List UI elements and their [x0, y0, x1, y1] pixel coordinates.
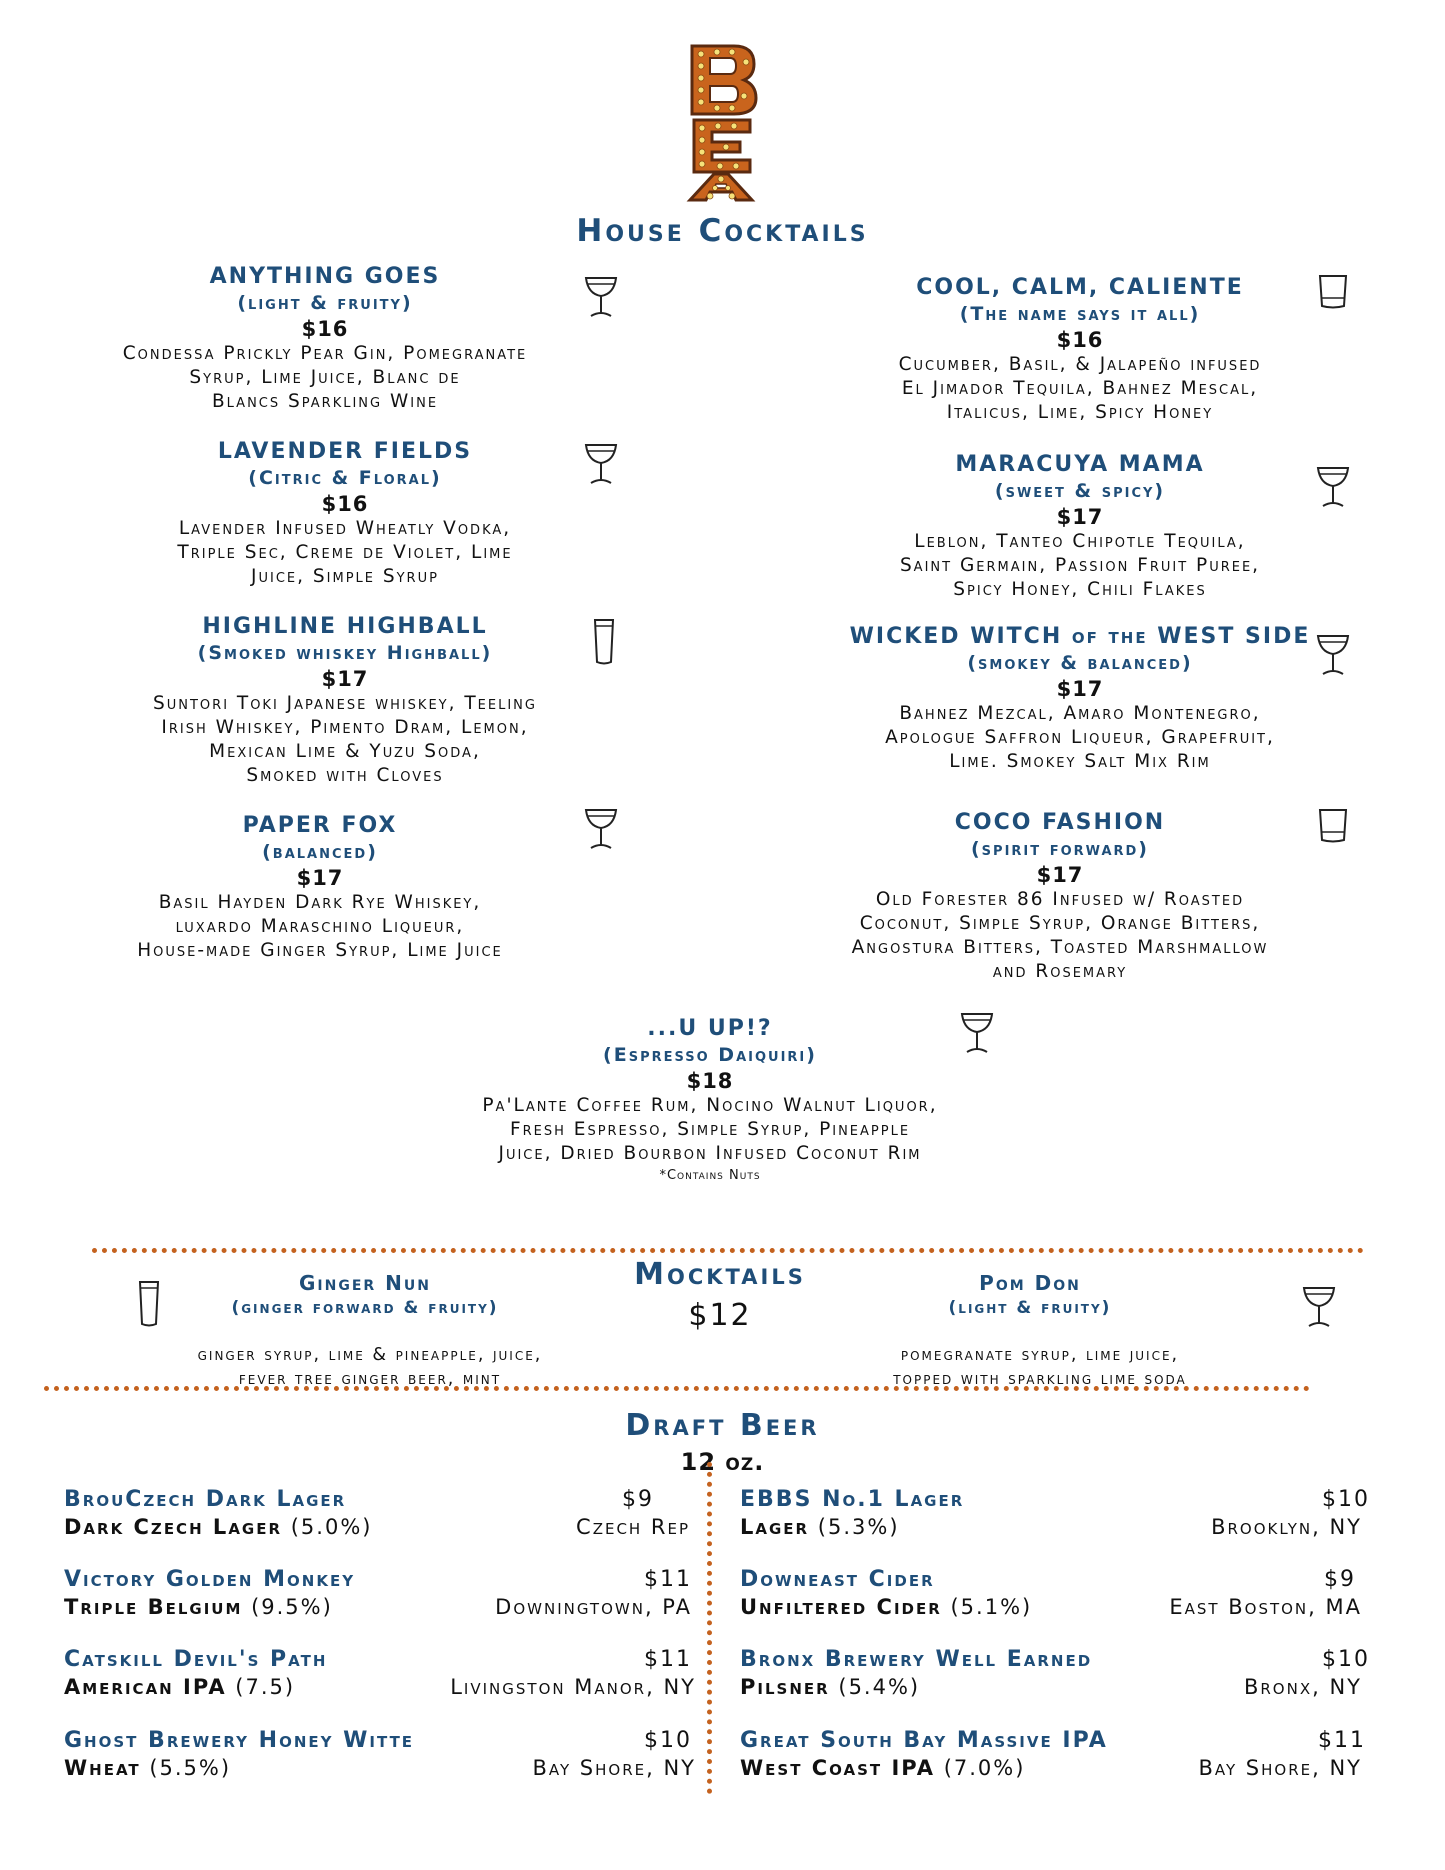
cocktail-desc-line: House-made Ginger Syrup, Lime Juice	[137, 940, 503, 961]
cocktail-desc-line: Lavender Infused Wheatly Vodka,	[178, 518, 512, 539]
beer-price: $9	[622, 1487, 654, 1512]
cocktail-style: (sweet & spicy)	[994, 480, 1166, 502]
cocktail-coco-fashion	[790, 810, 1330, 984]
cocktail-style: (balanced)	[262, 841, 378, 863]
cocktail-price: $17	[1056, 677, 1104, 701]
coupe-glass-icon	[1302, 1286, 1336, 1328]
cocktail-desc-line: Smoked with Cloves	[246, 765, 444, 786]
cocktail-cool-calm-caliente	[800, 275, 1360, 425]
beer-name: Victory Golden Monkey	[64, 1567, 356, 1592]
beer-name: EBBS No.1 Lager	[740, 1487, 965, 1512]
mocktail-desc	[110, 1343, 630, 1391]
cocktail-price: $18	[686, 1069, 734, 1093]
cocktail-price: $16	[1056, 328, 1104, 352]
cocktail-desc-line: Juice, Simple Syrup	[251, 566, 439, 587]
beer-origin: Downingtown, PA	[495, 1595, 692, 1619]
coupe-glass-icon	[584, 443, 618, 485]
beer-abv: (5.0%)	[290, 1515, 373, 1539]
cocktail-price: $17	[321, 667, 369, 691]
beer-price: $10	[1322, 1487, 1370, 1512]
cocktail-desc-line: Cucumber, Basil, & Jalapeño infused	[898, 354, 1262, 375]
cocktail-desc-line: Mexican Lime & Yuzu Soda,	[209, 741, 481, 762]
mocktail-desc-line: fever tree ginger beer, mint	[238, 1369, 502, 1389]
cocktail-name: MARACUYA MAMA	[955, 452, 1205, 477]
rocks-glass-icon	[1318, 808, 1348, 844]
cocktail-style: (Citric & Floral)	[248, 467, 442, 489]
cocktail-lavender-fields	[60, 439, 630, 589]
cocktail-name: LAVENDER FIELDS	[217, 439, 473, 464]
cocktail-name: COCO FASHION	[954, 810, 1166, 835]
cocktail-desc-line: Condessa Prickly Pear Gin, Pomegranate	[122, 343, 528, 364]
cocktail-desc-line: Pa'Lante Coffee Rum, Nocino Walnut Liquor,	[482, 1095, 938, 1116]
beer-name: Bronx Brewery Well Earned	[740, 1647, 1093, 1672]
beer-name: BrouCzech Dark Lager	[64, 1487, 347, 1512]
beer-origin: Brooklyn, NY	[1211, 1515, 1362, 1539]
mocktails-title: Mocktails	[634, 1257, 806, 1292]
cocktail-desc-line: Old Forester 86 Infused w/ Roasted	[875, 889, 1245, 910]
cocktail-desc-line: Italicus, Lime, Spicy Honey	[946, 402, 1214, 423]
cocktail-desc-line: luxardo Maraschino Liqueur,	[175, 916, 465, 937]
beer-abv: (9.5%)	[251, 1595, 333, 1619]
coupe-glass-icon	[584, 276, 618, 318]
cocktail-highline-highball	[60, 614, 630, 788]
beer-name: Great South Bay Massive IPA	[740, 1728, 1108, 1753]
mocktail-style: (ginger forward & fruity)	[231, 1298, 499, 1318]
beer-style-name: Wheat	[64, 1756, 141, 1780]
cocktail-style: (spirit forward)	[971, 838, 1149, 860]
bea-logo	[670, 42, 770, 202]
cocktail-price: $17	[296, 866, 344, 890]
cocktail-price: $17	[1056, 505, 1104, 529]
coupe-glass-icon	[1316, 466, 1350, 508]
cocktail-price: $16	[321, 492, 369, 516]
cocktail-wicked-witch	[800, 624, 1360, 774]
draft-beer-size: 12 oz.	[680, 1448, 765, 1476]
beer-column-divider	[707, 1462, 712, 1794]
mocktail-desc	[800, 1343, 1280, 1391]
cocktail-price: $17	[1036, 863, 1084, 887]
beer-style-name: West Coast IPA	[740, 1756, 936, 1780]
beer-style-name: Pilsner	[740, 1675, 830, 1699]
cocktail-price: $16	[301, 317, 349, 341]
cocktail-desc-line: Lime. Smokey Salt Mix Rim	[949, 751, 1211, 772]
mocktail-pom-don	[900, 1270, 1160, 1320]
cocktail-u-up	[430, 1016, 990, 1186]
beer-item	[740, 1646, 1370, 1702]
beer-abv: (7.0%)	[943, 1756, 1026, 1780]
mocktail-name: Pom Don	[979, 1271, 1081, 1295]
beer-style	[64, 1513, 372, 1541]
cocktail-name: WICKED WITCH of the WEST SIDE	[849, 624, 1311, 649]
beer-origin: Bay Shore, NY	[532, 1756, 696, 1780]
beer-name: Ghost Brewery Honey Witte	[64, 1728, 415, 1753]
coupe-glass-icon	[1316, 634, 1350, 676]
beer-item	[64, 1646, 696, 1702]
mocktail-ginger-nun	[190, 1270, 540, 1320]
cocktail-desc-line: El Jimador Tequila, Bahnez Mescal,	[901, 378, 1259, 399]
beer-origin: Bay Shore, NY	[1198, 1756, 1362, 1780]
cocktail-desc-line: Blancs Sparkling Wine	[211, 391, 439, 412]
cocktail-desc-line: Angostura Bitters, Toasted Marshmallow	[851, 937, 1269, 958]
cocktail-desc-line: Suntori Toki Japanese whiskey, Teeling	[153, 693, 537, 714]
beer-style	[64, 1754, 231, 1782]
highball-glass-icon	[593, 618, 615, 666]
mocktail-desc-line: ginger syrup, lime & pineapple, juice,	[197, 1345, 543, 1365]
cocktail-desc-line: and Rosemary	[992, 961, 1128, 982]
beer-origin: East Boston, MA	[1169, 1595, 1362, 1619]
beer-style-name: Unfiltered Cider	[740, 1595, 942, 1619]
cocktail-desc-line: Basil Hayden Dark Rye Whiskey,	[158, 892, 482, 913]
beer-abv: (5.5%)	[149, 1756, 232, 1780]
cocktail-desc-line: Spicy Honey, Chili Flakes	[953, 579, 1207, 600]
beer-price: $9	[1324, 1567, 1356, 1592]
beer-item	[740, 1727, 1370, 1783]
cocktail-name: COOL, CALM, CALIENTE	[916, 275, 1244, 300]
beer-style	[64, 1673, 295, 1701]
beer-name: Catskill Devil's Path	[64, 1647, 328, 1672]
cocktail-name: ANYTHING GOES	[209, 264, 441, 289]
beer-abv: (5.3%)	[817, 1515, 900, 1539]
beer-item	[64, 1566, 696, 1622]
beer-item	[64, 1486, 696, 1542]
mocktail-name: Ginger Nun	[299, 1271, 431, 1295]
beer-abv: (5.4%)	[838, 1675, 921, 1699]
divider-bottom	[44, 1386, 1310, 1391]
beer-price: $10	[644, 1728, 692, 1753]
cocktail-style: (smokey & balanced)	[967, 652, 1193, 674]
cocktail-desc-line: Saint Germain, Passion Fruit Puree,	[899, 555, 1261, 576]
beer-style	[740, 1593, 1032, 1621]
beer-style-name: American IPA	[64, 1675, 227, 1699]
beer-style-name: Dark Czech Lager	[64, 1515, 283, 1539]
coupe-glass-icon	[960, 1012, 994, 1054]
highball-glass-icon	[138, 1280, 160, 1328]
mocktails-price: $12	[688, 1298, 752, 1333]
mocktail-desc-line: pomegranate syrup, lime juice,	[900, 1345, 1180, 1365]
mocktail-style: (light & fruity)	[948, 1298, 1112, 1318]
beer-price: $11	[1318, 1728, 1366, 1753]
cocktail-paper-fox	[60, 813, 580, 963]
beer-style	[740, 1673, 920, 1701]
cocktail-desc-line: Leblon, Tanteo Chipotle Tequila,	[914, 531, 1246, 552]
beer-price: $11	[644, 1647, 692, 1672]
cocktail-desc-line: Irish Whiskey, Pimento Dram, Lemon,	[161, 717, 529, 738]
beer-abv: (7.5)	[235, 1675, 296, 1699]
coupe-glass-icon	[584, 808, 618, 850]
cocktail-name: HIGHLINE HIGHBALL	[202, 614, 488, 639]
draft-beer-title: Draft Beer	[625, 1408, 820, 1443]
cocktail-desc-line: Apologue Saffron Liqueur, Grapefruit,	[885, 727, 1275, 748]
cocktail-maracuya-mama	[800, 452, 1360, 602]
beer-origin: Bronx, NY	[1243, 1675, 1362, 1699]
beer-item	[740, 1486, 1370, 1542]
cocktail-desc-line: Juice, Dried Bourbon Infused Coconut Rim	[498, 1143, 922, 1164]
cocktail-desc-line: Syrup, Lime Juice, Blanc de	[189, 367, 461, 388]
beer-abv: (5.1%)	[950, 1595, 1033, 1619]
beer-price: $11	[644, 1567, 692, 1592]
beer-style	[740, 1513, 900, 1541]
cocktail-name: PAPER FOX	[242, 813, 398, 838]
beer-style	[740, 1754, 1025, 1782]
rocks-glass-icon	[1318, 274, 1348, 310]
beer-item	[64, 1727, 696, 1783]
cocktail-anything-goes	[60, 264, 590, 414]
cocktail-desc-line: Fresh Espresso, Simple Syrup, Pineapple	[509, 1119, 911, 1140]
divider-top	[92, 1248, 1364, 1253]
cocktail-name: ...U UP!?	[647, 1016, 773, 1041]
beer-style	[64, 1593, 333, 1621]
mocktail-desc-line: topped with sparkling lime soda	[893, 1369, 1187, 1389]
cocktail-desc-line: Bahnez Mezcal, Amaro Montenegro,	[899, 703, 1261, 724]
cocktail-style: (Espresso Daiquiri)	[603, 1044, 817, 1066]
beer-style-name: Triple Belgium	[64, 1595, 243, 1619]
beer-origin: Livingston Manor, NY	[450, 1675, 696, 1699]
cocktail-desc-line: Coconut, Simple Syrup, Orange Bitters,	[859, 913, 1261, 934]
cocktail-style: (Smoked whiskey Highball)	[197, 642, 493, 664]
cocktail-desc-line: Triple Sec, Creme de Violet, Lime	[177, 542, 513, 563]
house-cocktails-title: House Cocktails	[576, 213, 869, 249]
beer-style-name: Lager	[740, 1515, 810, 1539]
cocktail-style: (The name says it all)	[959, 303, 1201, 325]
beer-origin: Czech Rep	[576, 1515, 690, 1539]
beer-item	[740, 1566, 1370, 1622]
beer-name: Downeast Cider	[740, 1567, 935, 1592]
cocktail-note: *Contains Nuts	[659, 1168, 761, 1183]
cocktail-style: (light & fruity)	[237, 292, 413, 314]
beer-price: $10	[1322, 1647, 1370, 1672]
